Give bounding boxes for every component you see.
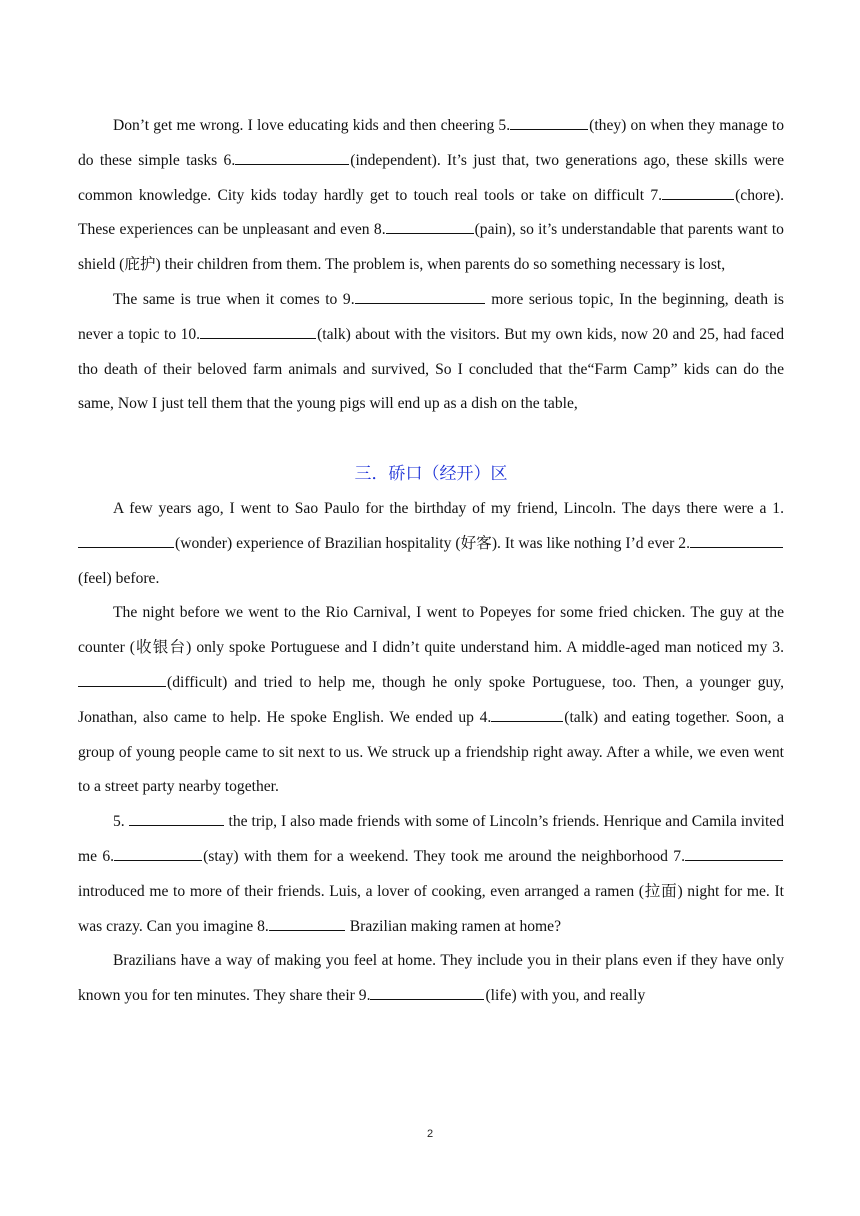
blank-7 [662,183,734,200]
blank-3 [78,670,166,687]
text-run: (difficult) and tried to help me, though he only spoke Portuguese, too. Then, a younger guy, Jonathan, also came to help. He spoke English. We ended up 4. [78,673,784,726]
text-run: (talk) and eating together. Soon, a group of young people came to sit next to us. We struck up a friendship right away. After a while, we even went to a street party nearby together. [78,708,785,796]
text-run: Don’t get me wrong. I love educating kids and then cheering 5. [113,117,511,134]
text-run: The night before we went to the Rio Carnival, I went to Popeyes for some fried chicken. The guy at the counter (收银台) only spoke Portuguese and I didn’t quite understand him. A middle-aged man noticed my 3. [78,604,784,657]
blank-8 [386,217,474,234]
text-run: the trip, I also made friends with some of Lincoln’s friends. Henrique and Camila invited me 6. [78,813,785,865]
text-run: 5. [113,813,129,831]
paragraph-kids-tasks [78,109,784,283]
text-run: (talk) about with the visitors. But my own kids, now 20 and 25, had faced tho death of their beloved farm animals and survived, So I concluded that the“Farm Camp” kids can do the same, Now I just tell them that the young pigs will end up as a dish on the table, [78,325,785,413]
blank-5b [129,809,224,826]
paragraph-sao-paulo [78,492,784,596]
text-run: A few years ago, I went to Sao Paulo for the birthday of my friend, Lincoln. The days there were a 1. [113,499,784,517]
text-run: Brazilians have a way of making you feel at home. They include you in their plans even if they have only known you for ten minutes. They share their 9. [78,952,784,1005]
blank-7b [685,844,783,861]
blank-2 [690,531,783,548]
text-run: (wonder) experience of Brazilian hospitality (好客). It was like nothing I’d ever 2. [175,534,690,552]
text-run: (feel) before. [78,569,160,587]
section-heading: 三．硚口（经开）区 [354,464,508,485]
text-run: (pain), so it’s understandable that parents want to shield (庇护) their children from them. The problem is, when parents do so something necessary is lost, [78,221,784,274]
text-run: more serious topic, In the beginning, death is never a topic to 10. [78,290,784,343]
text-run: Brazilian making ramen at home? [345,917,562,935]
page-number: 2 [426,1128,434,1140]
paragraph-death-topic [78,283,784,422]
document-body [78,109,784,1014]
text-run: (chore). These experiences can be unpleasant and even 8. [78,186,784,239]
text-run: (life) with you, and really [485,987,646,1005]
text-run: (stay) with them for a weekend. They took me around the neighborhood 7. [203,847,685,865]
blank-6 [235,148,349,165]
blank-5 [510,113,588,130]
blank-9 [355,287,485,304]
paragraph-friends [78,805,784,944]
text-run: (independent). It’s just that, two generations ago, these skills were common knowledge. City kids today hardly get to touch real tools or take on difficult 7. [78,151,784,204]
blank-8b [269,914,345,931]
blank-9b [370,983,484,1000]
text-run: introduced me to more of their friends. Luis, a lover of cooking, even arranged a ramen (拉面) night for me. It was crazy. Can you imagine 8. [78,882,784,935]
paragraph-brazilians [78,944,784,1014]
blank-4 [491,705,563,722]
text-run: The same is true when it comes to 9. [113,290,355,308]
blank-10 [200,322,316,339]
blank-6b [114,844,202,861]
text-run: (they) on when they manage to do these simple tasks 6. [78,117,785,169]
paragraph-popeyes [78,596,784,805]
blank-1 [78,531,174,548]
